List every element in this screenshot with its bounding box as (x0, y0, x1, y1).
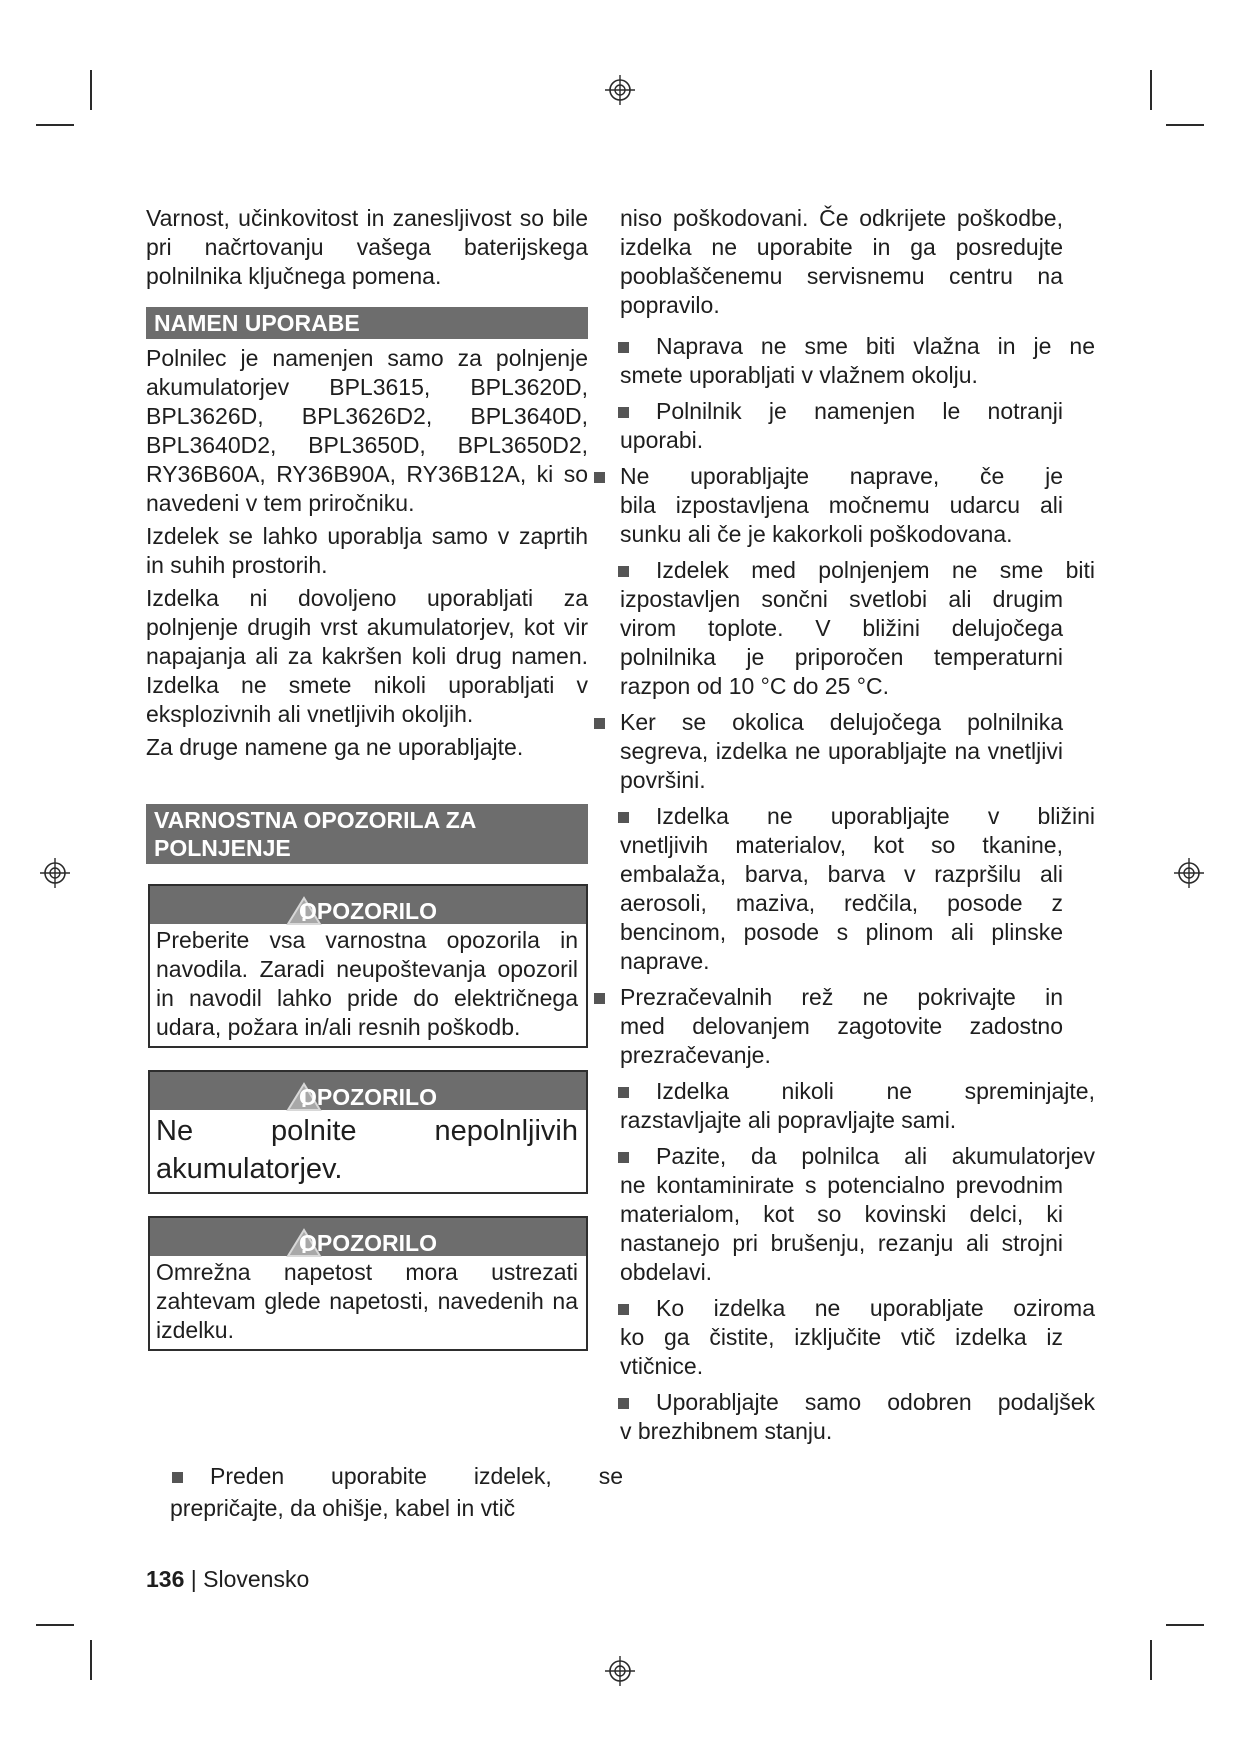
list-item-text: uporabi. (620, 427, 704, 453)
registration-mark-icon (605, 75, 635, 105)
list-item-text: izpostavljen sončni svetlobi ali drugim virom toplote. V bližini delujočega polnilnika je priporočen temperaturni razpon od 10 °C do 25 °C. (620, 586, 1063, 699)
warning-text: Preberite vsa varnostna opozorila in navodila. Zaradi neupoštevanja opozoril in navodil lahko pride do električnega udara, požara in/ali resnih poškodb. (156, 927, 578, 1040)
crop-mark (90, 1640, 92, 1680)
registration-mark-icon (40, 858, 70, 888)
list-item-text: ne kontaminirate s potencialno prevodnim materialom, kot so kovinski delci, ki nastanejo pri brušenju, rezanju ali strojni obdelavi. (620, 1172, 1063, 1285)
purpose-paragraph: Izdelek se lahko uporablja samo v zaprtih in suhih prostorih. (146, 523, 588, 578)
left-bullet-list (170, 1460, 623, 1531)
warning-text: Ne polnite nepolnljivih akumulatorjev. (156, 1115, 578, 1185)
list-item-text: smete uporabljati v vlažnem okolju. (620, 362, 978, 388)
list-item (620, 462, 1063, 549)
warning-label: OPOZORILO (299, 1230, 437, 1256)
list-item-first-line: Polnilnik je namenjen le notranji (656, 398, 1063, 424)
list-item-text: segreva, izdelka ne uporabljajte na vnetljivi površini. (620, 738, 1063, 793)
list-item-text: vnetljivih materialov, kot so tkanine, embalaža, barva, barva v razpršilu ali aerosoli, maziva, redčila, posode z bencinom, posode s plinom ali plinske naprave. (620, 832, 1063, 974)
crop-mark (1150, 1640, 1152, 1680)
warning-box (148, 884, 588, 1048)
section-heading-safety: VARNOSTNA OPOZORILA ZA POLNJENJE (146, 804, 588, 864)
crop-mark (36, 1624, 74, 1626)
section-heading-purpose: NAMEN UPORABE (146, 307, 588, 339)
bullet-square-icon (618, 1304, 629, 1315)
bullet-square-icon (618, 407, 629, 418)
bullet-square-icon (618, 1152, 629, 1163)
list-item (620, 708, 1063, 795)
footer-separator: | (190, 1566, 197, 1592)
warning-text: Omrežna napetost mora ustrezati zahtevam glede napetosti, navedenih na izdelku. (156, 1259, 578, 1343)
list-item-first-line: Ker se okolica delujočega polnilnika (620, 709, 1063, 735)
bullet-square-icon (618, 1087, 629, 1098)
list-item-text: ko ga čistite, izključite vtič izdelka iz vtičnice. (620, 1324, 1063, 1379)
continuation-paragraph: niso poškodovani. Če odkrijete poškodbe, izdelka ne uporabite in ga posredujte pooblaščenemu servisnemu centru na popravilo. (620, 205, 1063, 318)
list-item (620, 1388, 1095, 1446)
list-item-first-line: Naprava ne sme biti vlažna in je ne (656, 333, 1095, 359)
list-item-first-line: Ne uporabljajte naprave, če je (620, 463, 1063, 489)
list-item-first-line: Ko izdelka ne uporabljate oziroma (656, 1295, 1095, 1321)
list-item (620, 397, 1063, 455)
bullet-square-icon (618, 566, 629, 577)
list-item (620, 1294, 1095, 1381)
list-item-first-line: Preden uporabite izdelek, se (210, 1463, 623, 1489)
purpose-paragraph: Za druge namene ga ne uporabljajte. (146, 734, 524, 760)
list-item (620, 983, 1063, 1070)
left-column (146, 204, 588, 1373)
bullet-square-icon (594, 472, 605, 483)
crop-mark (90, 70, 92, 110)
purpose-paragraph: Izdelka ni dovoljeno uporabljati za polnjenje drugih vrst akumulatorjev, kot vir napajanja ali za kakršen koli drug namen. Izdelka ne smete nikoli uporabljati v eksplozivnih ali vnetljivih okoljih. (146, 585, 588, 727)
list-item-text: bila izpostavljena močnemu udarcu ali sunku ali če je kakorkoli poškodovana. (620, 492, 1063, 547)
crop-mark (1166, 1624, 1204, 1626)
right-column (620, 204, 1095, 1453)
list-item (620, 556, 1095, 701)
crop-mark (36, 124, 74, 126)
list-item (620, 1142, 1095, 1287)
list-item-text: prepričajte, da ohišje, kabel in vtič (170, 1495, 516, 1521)
bullet-square-icon (172, 1472, 183, 1483)
registration-mark-icon (605, 1656, 635, 1686)
warning-header (150, 1218, 586, 1256)
list-item-first-line: Izdelka nikoli ne spreminjajte, (656, 1078, 1095, 1104)
list-item (620, 1077, 1095, 1135)
list-item-first-line: Prezračevalnih rež ne pokrivajte in (620, 984, 1063, 1010)
warning-box (148, 1216, 588, 1351)
page-footer (146, 1566, 309, 1593)
warning-header (150, 1072, 586, 1110)
page-number: 136 (146, 1566, 185, 1592)
list-item-first-line: Izdelka ne uporabljajte v bližini (656, 803, 1095, 829)
footer-language: Slovensko (203, 1566, 310, 1592)
list-item (620, 332, 1095, 390)
list-item (620, 802, 1095, 976)
bullet-square-icon (618, 1398, 629, 1409)
bullet-square-icon (594, 993, 605, 1004)
list-item-first-line: Izdelek med polnjenjem ne sme biti (656, 557, 1095, 583)
warning-box (148, 1070, 588, 1194)
intro-paragraph: Varnost, učinkovitost in zanesljivost so bile pri načrtovanju vašega baterijskega polnilnika ključnega pomena. (146, 205, 588, 289)
list-item-text: v brezhibnem stanju. (620, 1418, 833, 1444)
bullet-square-icon (618, 812, 629, 823)
warning-label: OPOZORILO (299, 898, 437, 924)
list-item-text: razstavljajte ali popravljajte sami. (620, 1107, 957, 1133)
crop-mark (1150, 70, 1152, 110)
crop-mark (1166, 124, 1204, 126)
list-item (170, 1460, 623, 1524)
warning-label: OPOZORILO (299, 1084, 437, 1110)
list-item-first-line: Uporabljajte samo odobren podaljšek (656, 1389, 1095, 1415)
purpose-paragraph: Polnilec je namenjen samo za polnjenje akumulatorjev BPL3615, BPL3620D, BPL3626D, BPL3626D2, BPL3640D, BPL3640D2, BPL3650D, BPL3650D2, RY36B60A, RY36B90A, RY36B12A, ki so navedeni v tem priročniku. (146, 345, 588, 516)
bullet-square-icon (594, 718, 605, 729)
list-item-first-line: Pazite, da polnilca ali akumulatorjev (656, 1143, 1095, 1169)
bullet-square-icon (618, 342, 629, 353)
list-item-text: med delovanjem zagotovite zadostno prezračevanje. (620, 1013, 1063, 1068)
registration-mark-icon (1174, 858, 1204, 888)
warning-header (150, 886, 586, 924)
